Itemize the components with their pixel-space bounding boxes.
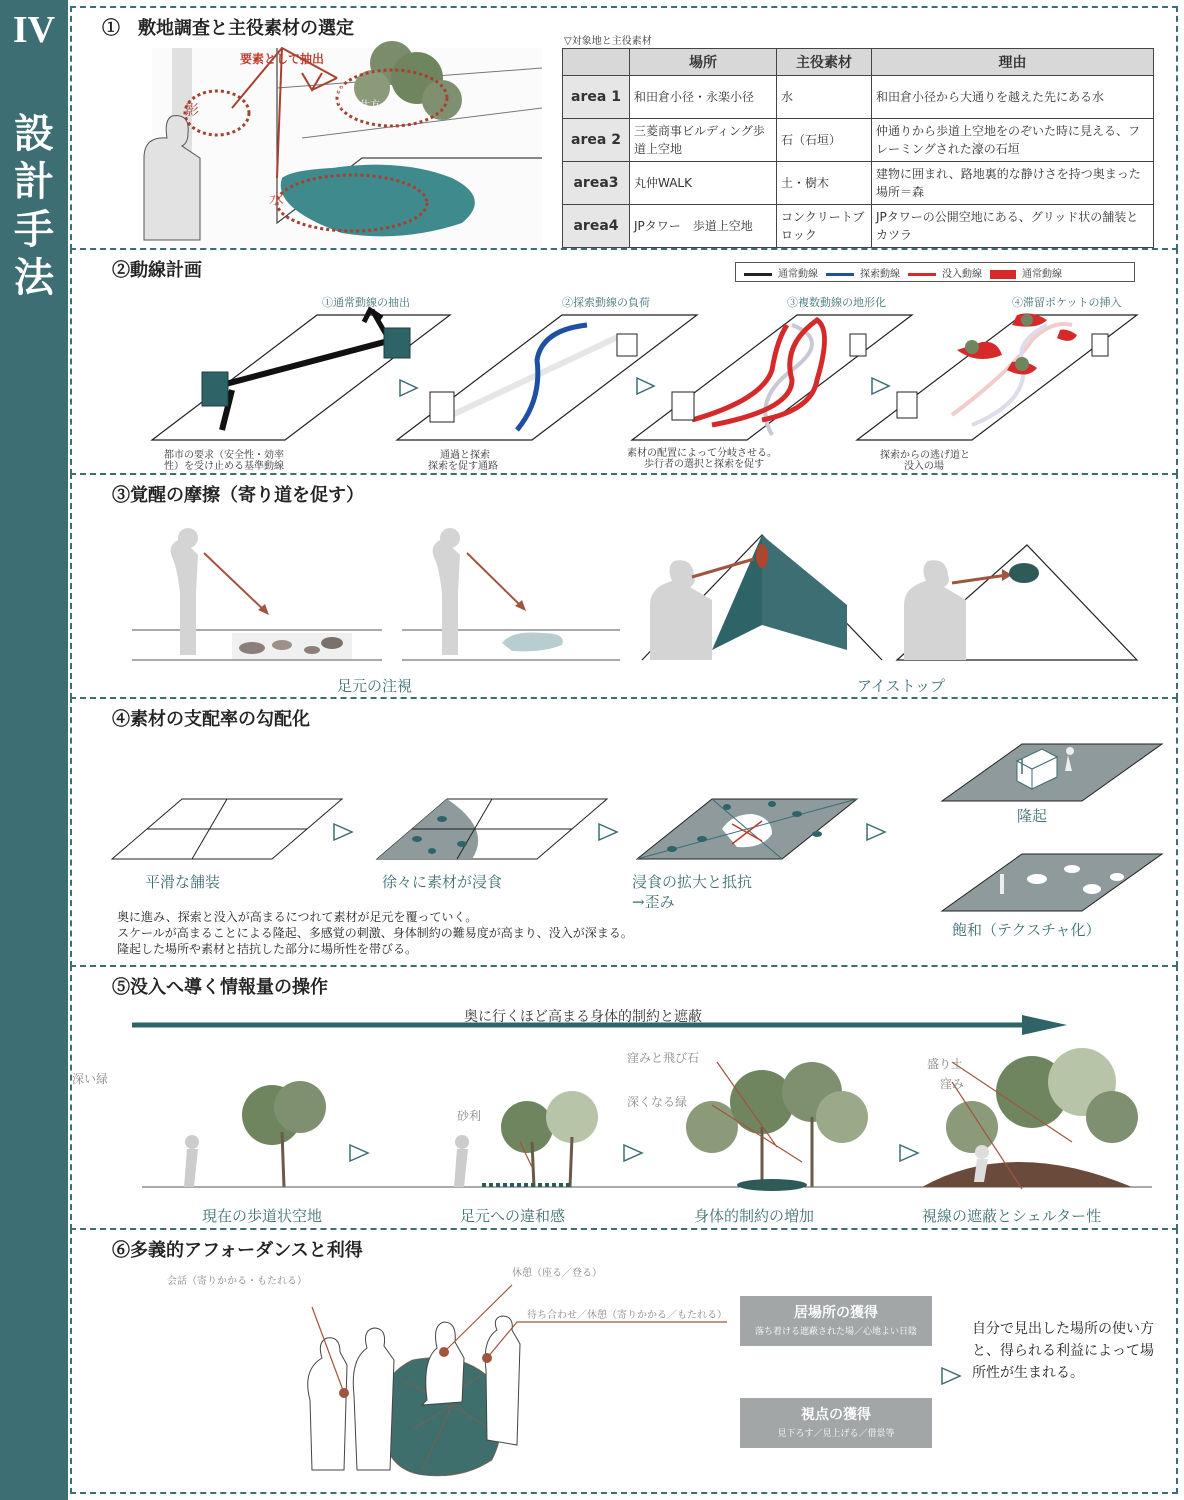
area-cell: area 2: [563, 119, 630, 162]
annotation-deeper-green: 深くなる緑: [627, 1095, 688, 1109]
section-title: ③覚醒の摩擦（寄り道を促す）: [112, 485, 364, 506]
stage-label: 現在の歩道状空地: [202, 1207, 323, 1225]
step-title: ③複数動線の地形化: [787, 296, 886, 309]
chapter-title-char: 計: [14, 158, 54, 205]
section-site-survey: [70, 6, 1178, 250]
step-label: 徐々に素材が浸食: [382, 873, 503, 891]
section-material-gradient: [70, 697, 1178, 967]
annotation-gravel: 砂利: [457, 1109, 482, 1123]
reason-cell: 建物に囲まれ、路地裏的な静けさを持つ奥まった場所＝森: [872, 162, 1154, 205]
table-caption: ▽対象地と主役素材: [564, 36, 652, 47]
section-title: ① 敷地調査と主役素材の選定: [102, 18, 354, 39]
section-title: ④素材の支配率の勾配化: [112, 709, 310, 730]
chapter-title-char: 設: [14, 110, 54, 157]
place-cell: 和田倉小径・永楽小径: [630, 76, 777, 119]
section-title: ⑥多義的アフォーダンスと利得: [112, 1240, 363, 1261]
table-header-row: [563, 49, 1154, 76]
step-label: 浸食の拡大と抵抗: [632, 873, 753, 891]
material-table: [562, 48, 1154, 248]
arrow-label: 奥に行くほど高まる身体的制約と遮蔽: [464, 1009, 702, 1025]
step-caption: 探索からの逃げ道と: [880, 450, 970, 461]
step-label: 平滑な舗装: [145, 873, 221, 891]
trees-sub-label: 配置の仕方: [330, 100, 380, 111]
section-title: ⑤没入へ導く情報量の操作: [112, 977, 328, 998]
section-circulation-plan: [70, 248, 1178, 475]
step-title: ①通常動線の抽出: [322, 296, 410, 309]
step-title: ②探索動線の負荷: [562, 296, 650, 309]
conclusion-text: 自分で見出した場所の使い方と、得られる利益によって場所性が生まれる。: [972, 1321, 1154, 1381]
legend-item: 通常動線: [990, 265, 1062, 280]
area-cell: area3: [563, 162, 630, 205]
material-cell: コンクリートブロック: [777, 205, 872, 248]
step-title: ④滞留ポケットの挿入: [1012, 296, 1122, 309]
extract-label: 要素として抽出: [240, 52, 325, 66]
reason-cell: 和田倉小径から大通りを越えた先にある水: [872, 76, 1154, 119]
annotation-hollow: 窪み: [940, 1077, 965, 1091]
eyestop-label: アイストップ: [857, 677, 946, 695]
step-label: 隆起: [1017, 807, 1048, 825]
shadow-label: 影: [185, 103, 199, 119]
water-label: 水: [269, 190, 285, 208]
place-gain-box: [740, 1296, 932, 1346]
table-row: [563, 162, 1154, 205]
viewpoint-gain-sub: 見下ろす／見上げる／借景等: [777, 1429, 895, 1439]
chapter-title-char: 手: [14, 206, 54, 253]
reason-cell: 仲通りから歩道上空地をのぞいた時に見える、フレーミングされた濠の石垣: [872, 119, 1154, 162]
sidebar: [0, 0, 68, 1500]
section-title: ②動線計画: [112, 260, 202, 281]
step-caption: 没入の場: [904, 461, 944, 472]
area-cell: area4: [563, 205, 630, 248]
annotation-rest: 休憩（座る／登る）: [512, 1268, 602, 1279]
table-header: 理由: [872, 49, 1154, 76]
table-row: [563, 76, 1154, 119]
material-cell: 土・樹木: [777, 162, 872, 205]
place-cell: JPタワー 歩道上空地: [630, 205, 777, 248]
trees-label: 樹木: [332, 84, 354, 97]
gradient-description: 奥に進み、探索と没入が高まるにつれて素材が足元を覆っていく。 スケールが高まることによる隆起、多感覚の刺激、身体制約の難易度が高まり、没入が深まる。 隆起した場所や素材と拮抗した部分に場所性を帯びる。: [117, 910, 633, 956]
circulation-diagrams: [72, 250, 1180, 477]
step-label: →歪み: [632, 893, 675, 911]
section-information-control: [70, 965, 1178, 1230]
legend-item: 没入動線: [908, 265, 982, 280]
place-cell: 丸仲WALK: [630, 162, 777, 205]
step-caption: 通過と探索: [440, 450, 490, 461]
chapter-title-char: 法: [14, 254, 54, 301]
chapter-number: IV: [12, 9, 56, 51]
table-row: [563, 205, 1154, 248]
section-affordance: [70, 1228, 1178, 1494]
material-cell: 水: [777, 76, 872, 119]
step-caption: 素材の配置によって分岐させる。: [627, 448, 777, 459]
stage-label: 身体的制約の増加: [694, 1207, 815, 1225]
place-cell: 三菱商事ビルディング歩道上空地: [630, 119, 777, 162]
step-caption: 探索を促す通路: [428, 461, 498, 472]
footlook-label: 足元の注視: [337, 677, 413, 695]
annotation-steps: 窪みと飛び石: [627, 1051, 700, 1065]
chapter-title: [0, 110, 68, 302]
annotation-deep-green: 深い緑: [72, 1072, 109, 1086]
place-gain-sub: 落ち着ける遮蔽された場／心地よい日陰: [754, 1327, 917, 1337]
table-row: [563, 119, 1154, 162]
step-caption: 都市の要求（安全性・効率: [164, 450, 284, 461]
table-header: 主役素材: [777, 49, 872, 76]
section-awakening-friction: [70, 473, 1178, 699]
step-caption: 歩行者の選択と探索を促す: [644, 459, 764, 470]
annotation-waiting: 待ち合わせ／休憩（寄りかかる／もたれる）: [527, 1310, 727, 1321]
stage-label: 足元への違和感: [460, 1207, 566, 1225]
viewpoint-gain-title: 視点の獲得: [801, 1407, 871, 1423]
site-sketch: [72, 8, 552, 252]
friction-diagrams: [72, 475, 1180, 701]
annotation-mound: 盛り土: [927, 1057, 964, 1071]
annotation-conversation: 会話（寄りかかる・もたれる）: [167, 1276, 307, 1287]
legend-item: 通常動線: [744, 265, 818, 280]
table-header: [563, 49, 630, 76]
step-label: 飽和（テクスチャ化）: [952, 921, 1101, 939]
reason-cell: JPタワーの公開空地にある、グリッド状の舗装とカツラ: [872, 205, 1154, 248]
stage-label: 視線の遮蔽とシェルター性: [922, 1207, 1102, 1225]
table-header: 場所: [630, 49, 777, 76]
step-caption: 性）を受け止める基準動線: [164, 461, 284, 472]
area-cell: area 1: [563, 76, 630, 119]
legend-item: 探索動線: [826, 265, 900, 280]
material-cell: 石（石垣）: [777, 119, 872, 162]
place-gain-title: 居場所の獲得: [794, 1305, 878, 1321]
viewpoint-gain-box: [740, 1398, 932, 1448]
